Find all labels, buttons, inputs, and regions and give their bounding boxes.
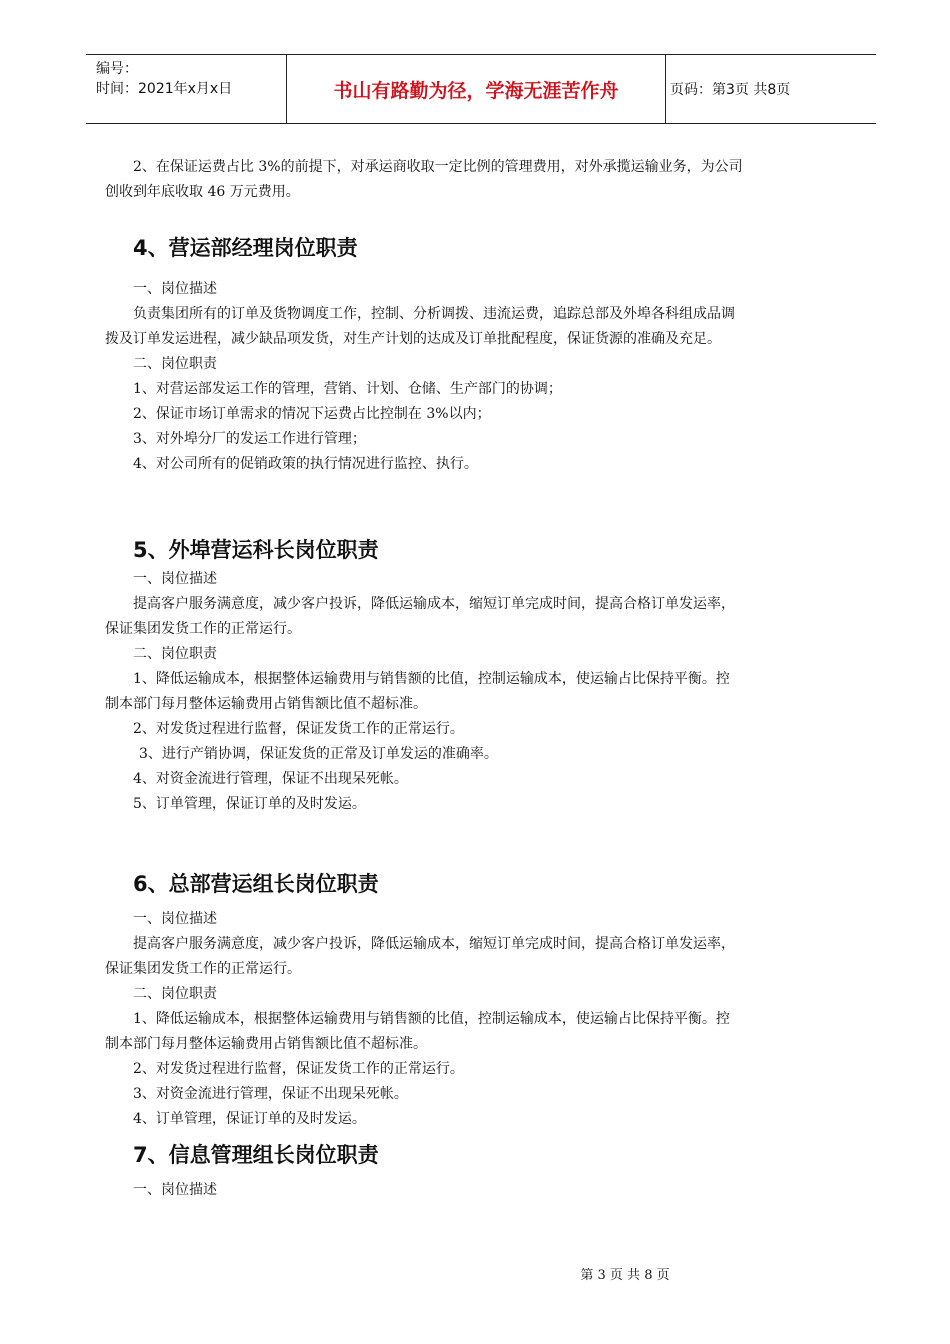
paragraph: 负责集团所有的订单及货物调度工作，控制、分析调拨、违流运费，追踪总部及外埠各科组成品调 [133,306,735,322]
list-item: 4、对公司所有的促销政策的执行情况进行监控、执行。 [133,456,478,472]
subsection-title: 一、岗位描述 [133,1182,217,1198]
subsection-title: 一、岗位描述 [133,281,217,297]
page-footer: 第 3 页 共 8 页 [580,1268,670,1283]
list-item: 4、订单管理，保证订单的及时发运。 [133,1111,366,1127]
list-item: 4、对资金流进行管理，保证不出现呆死帐。 [133,771,408,787]
header-meta [96,59,232,99]
list-item: 2、对发货过程进行监督，保证发货工作的正常运行。 [133,721,464,737]
list-item: 3、进行产销协调，保证发货的正常及订单发运的准确率。 [139,746,498,762]
section-heading: 6、总部营运组长岗位职责 [133,872,379,896]
paragraph: 保证集团发货工作的正常运行。 [105,621,301,637]
list-item: 1、降低运输成本，根据整体运输费用与销售额的比值，控制运输成本，使运输占比保持平衡。控 [133,671,730,687]
list-item: 2、对发货过程进行监督，保证发货工作的正常运行。 [133,1061,464,1077]
paragraph: 拨及订单发运进程，减少缺品项发货，对生产计划的达成及订单批配程度，保证货源的准确及充足。 [105,331,721,347]
page-header [86,54,876,124]
subsection-title: 二、岗位职责 [133,646,217,662]
header-page-label: 页码：第3页 共8页 [670,82,791,98]
subsection-title: 二、岗位职责 [133,986,217,1002]
subsection-title: 一、岗位描述 [133,911,217,927]
list-item: 3、对外埠分厂的发运工作进行管理； [133,431,366,447]
section-heading: 4、营运部经理岗位职责 [133,236,358,260]
paragraph: 提高客户服务满意度，减少客户投诉，降低运输成本，缩短订单完成时间，提高合格订单发运率， [133,936,735,952]
subsection-title: 一、岗位描述 [133,571,217,587]
list-item: 1、降低运输成本，根据整体运输费用与销售额的比值，控制运输成本，使运输占比保持平衡。控 [133,1011,730,1027]
time-label: 时间：2021年x月x日 [96,81,233,97]
subsection-title: 二、岗位职责 [133,356,217,372]
paragraph: 保证集团发货工作的正常运行。 [105,961,301,977]
section-heading: 7、信息管理组长岗位职责 [133,1143,379,1167]
list-item: 5、订单管理，保证订单的及时发运。 [133,796,366,812]
list-item: 2、保证市场订单需求的情况下运费占比控制在 3%以内； [133,406,491,422]
section-heading: 5、外埠营运科长岗位职责 [133,538,379,562]
header-motto: 书山有路勤为径，学海无涯苦作舟 [286,55,666,123]
paragraph: 提高客户服务满意度，减少客户投诉，降低运输成本，缩短订单完成时间，提高合格订单发运率， [133,596,735,612]
list-item-cont: 制本部门每月整体运输费用占销售额比值不超标准。 [105,696,427,712]
document-body [105,155,863,1203]
list-item: 1、对营运部发运工作的管理，营销、计划、仓储、生产部门的协调； [133,381,562,397]
paragraph: 2、在保证运费占比 3%的前提下，对承运商收取一定比例的管理费用，对外承揽运输业务，为公司 [133,159,743,175]
list-item: 3、对资金流进行管理，保证不出现呆死帐。 [133,1086,408,1102]
paragraph: 创收到年底收取 46 万元费用。 [105,184,300,200]
number-label: 编号： [96,61,138,77]
list-item-cont: 制本部门每月整体运输费用占销售额比值不超标准。 [105,1036,427,1052]
